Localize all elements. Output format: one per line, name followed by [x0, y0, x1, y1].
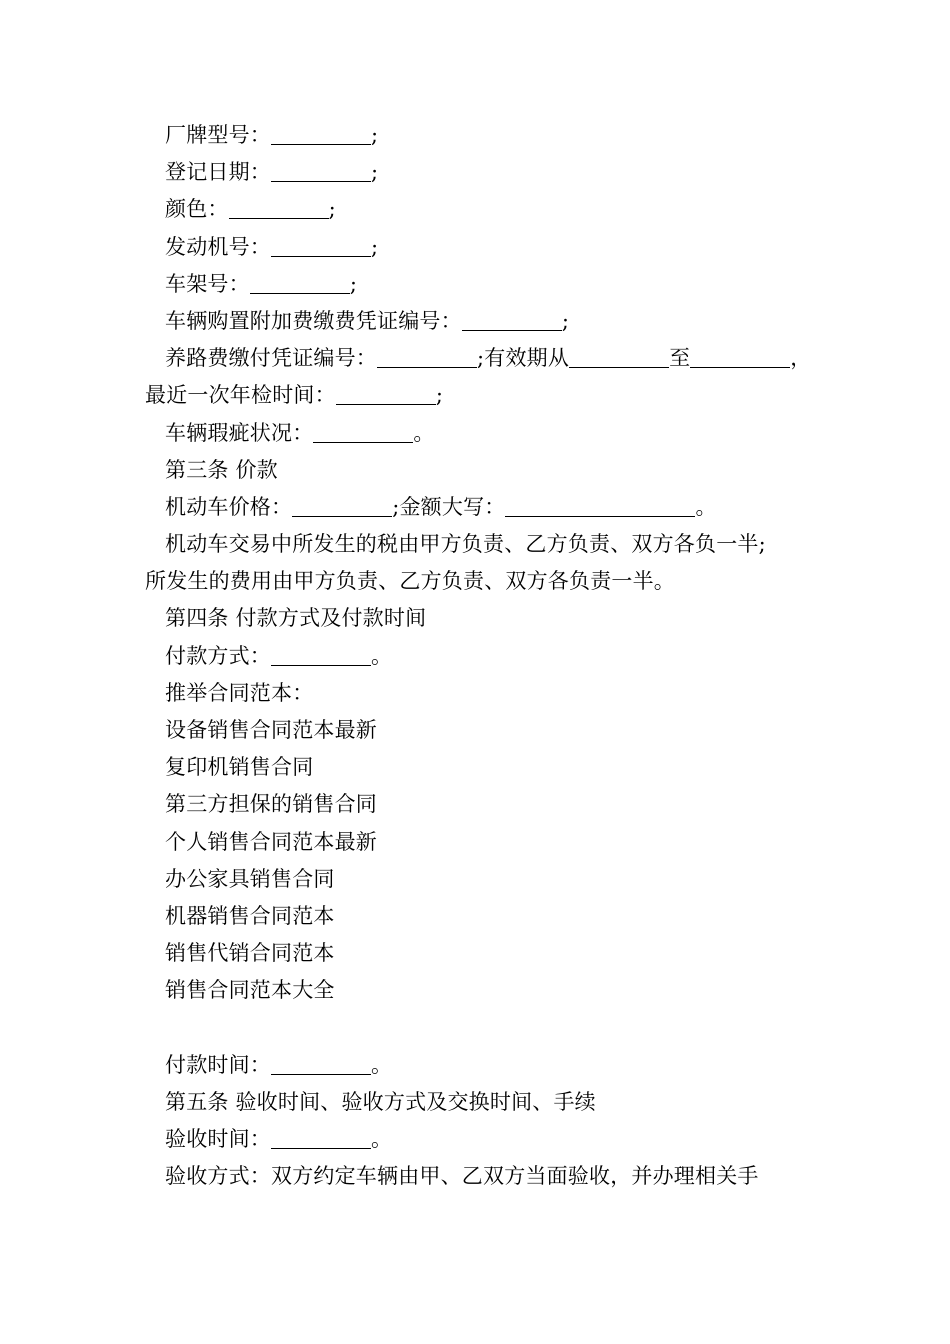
contract-body	[145, 117, 825, 1195]
blank-field	[377, 347, 477, 368]
spacer	[145, 1010, 825, 1047]
template-link[interactable]: 办公家具销售合同	[165, 866, 335, 891]
field-last-inspection: 最近一次年检时间： ;	[145, 383, 444, 408]
blank-field	[690, 347, 790, 368]
field-payment-time: 付款时间： 。	[165, 1052, 393, 1077]
blank-field	[336, 384, 436, 405]
blank-field	[271, 161, 371, 182]
blank-field	[569, 347, 669, 368]
template-link[interactable]: 设备销售合同范本最新	[165, 718, 377, 742]
blank-field	[271, 124, 371, 145]
field-vehicle-price: 机动车价格： ;金额大写： 。	[165, 494, 717, 519]
blank-field	[505, 496, 695, 517]
field-registration-date: 登记日期： ;	[165, 160, 379, 185]
field-frame-number: 车架号： ;	[165, 271, 358, 296]
template-link[interactable]: 机器销售合同范本	[165, 903, 335, 928]
template-link[interactable]: 销售代销合同范本	[165, 941, 335, 966]
section-heading-acceptance: 第五条 验收时间、验收方式及交换时间、手续	[165, 1089, 596, 1114]
section-heading-price: 第三条 价款	[165, 457, 278, 482]
blank-field	[271, 1128, 371, 1149]
paragraph-fees: 所发生的费用由甲方负责、乙方负责、双方各负责一半。	[145, 569, 675, 594]
paragraph-acceptance-method: 验收方式：双方约定车辆由甲、乙双方当面验收，并办理相关手	[165, 1164, 759, 1189]
blank-field	[229, 198, 329, 219]
blank-field	[271, 236, 371, 257]
field-acceptance-time: 验收时间： 。	[165, 1127, 393, 1152]
blank-field	[462, 310, 562, 331]
template-link[interactable]: 第三方担保的销售合同	[165, 792, 377, 817]
blank-field	[313, 422, 413, 443]
template-link[interactable]: 复印机销售合同	[165, 755, 314, 780]
blank-field	[271, 645, 371, 666]
blank-field	[250, 273, 350, 294]
field-vehicle-defects: 车辆瑕疵状况： 。	[165, 420, 435, 445]
field-purchase-fee-voucher: 车辆购置附加费缴费凭证编号： ;	[165, 308, 570, 333]
section-heading-payment: 第四条 付款方式及付款时间	[165, 606, 427, 631]
template-link[interactable]: 销售合同范本大全	[165, 978, 335, 1003]
recommended-templates-heading: 推举合同范本：	[165, 680, 314, 705]
template-link[interactable]: 个人销售合同范本最新	[165, 829, 377, 854]
field-engine-number: 发动机号： ;	[165, 234, 379, 259]
paragraph-tax: 机动车交易中所发生的税由甲方负责、乙方负责、双方各负一半;	[165, 532, 766, 557]
field-color: 颜色： ;	[165, 197, 336, 222]
field-road-toll-voucher: 养路费缴付凭证编号： ;有效期从 至 ，	[165, 346, 812, 371]
blank-field	[292, 496, 392, 517]
blank-field	[271, 1054, 371, 1075]
field-payment-method: 付款方式： 。	[165, 643, 393, 668]
field-brand-model: 厂牌型号： ;	[165, 123, 379, 147]
